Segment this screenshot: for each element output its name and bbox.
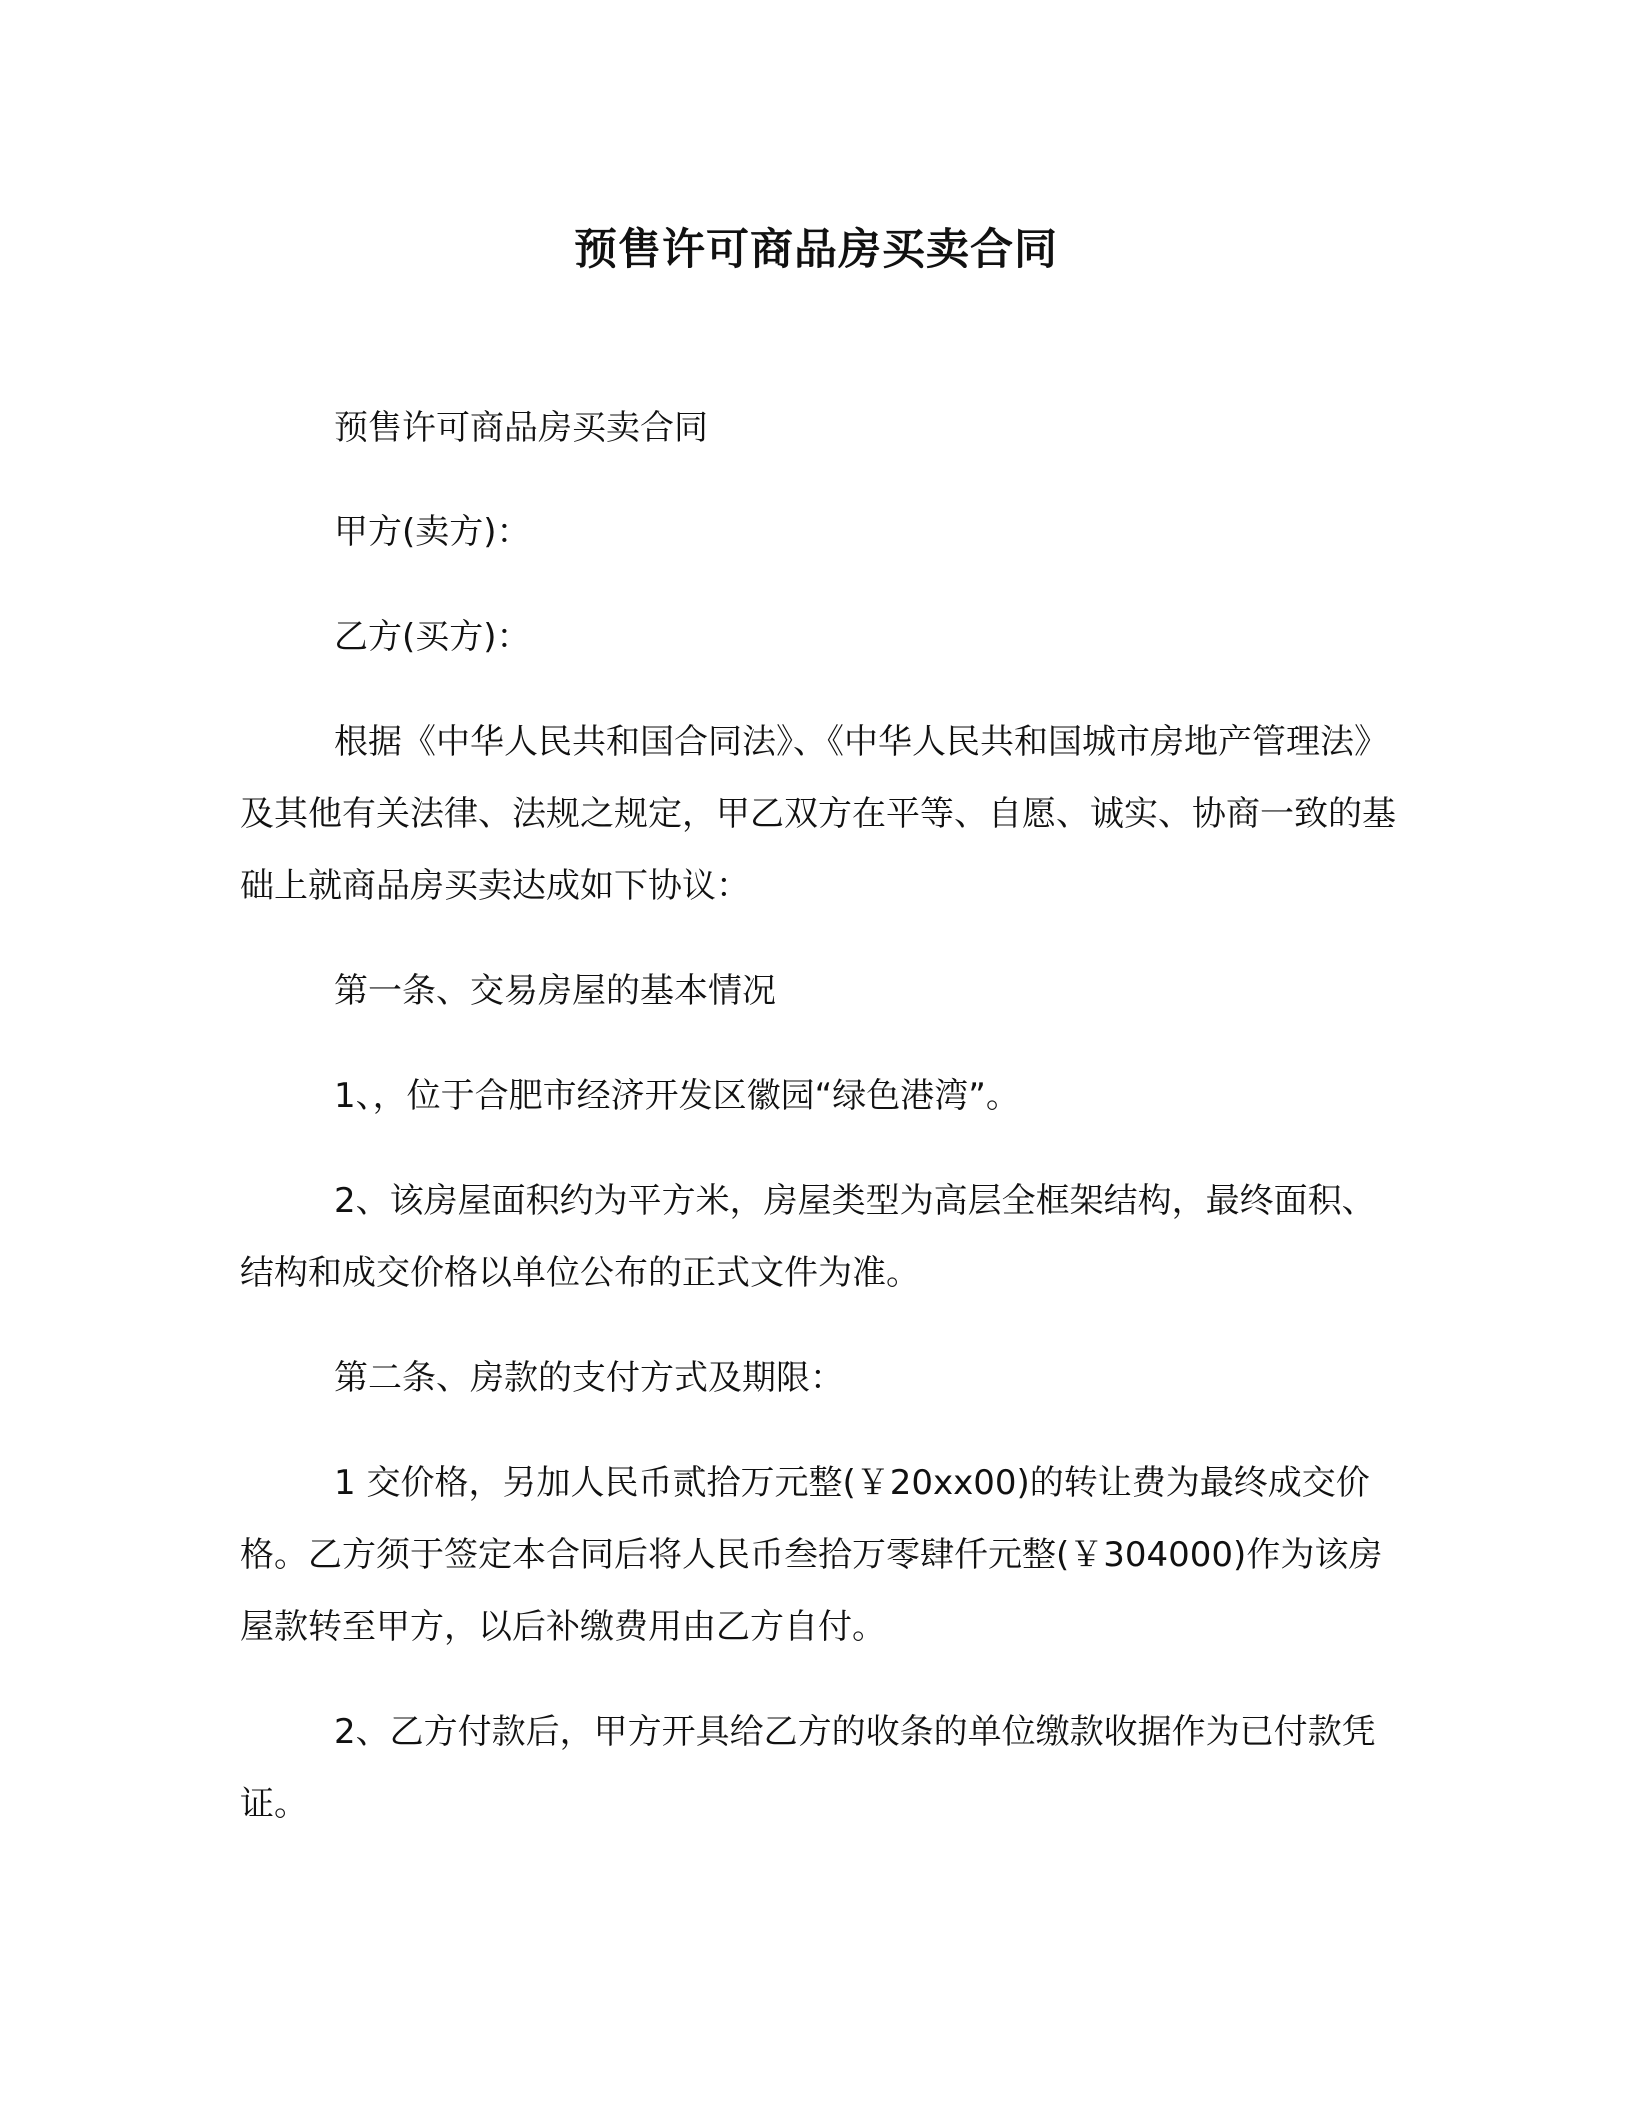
paragraph-article-2-item-1: 1 交价格，另加人民币贰拾万元整(￥20xx00)的转让费为最终成交价格。乙方须于签定本合同后将人民币叁拾万零肆仟元整(￥304000)作为该房屋款转至甲方，以后补缴费用由乙方自付。	[240, 1463, 1383, 1647]
paragraph-party-b: 乙方(买方)：	[334, 617, 531, 657]
paragraph-subtitle: 预售许可商品房买卖合同	[334, 408, 708, 448]
paragraph-article-2-item-2: 2、乙方付款后，甲方开具给乙方的收条的单位缴款收据作为已付款凭证。	[240, 1712, 1376, 1824]
paragraph-preamble: 根据《中华人民共和国合同法》、《中华人民共和国城市房地产管理法》及其他有关法律、法规之规定，甲乙双方在平等、自愿、诚实、协商一致的基础上就商品房买卖达成如下协议：	[240, 722, 1396, 906]
document-body	[240, 392, 1400, 1873]
paragraph-party-a: 甲方(卖方)：	[334, 512, 531, 552]
document-title: 预售许可商品房买卖合同	[574, 225, 1058, 275]
paragraph-article-1-item-1: 1、，位于合肥市经济开发区徽园“绿色港湾”。	[334, 1076, 1020, 1116]
paragraph-article-2-heading: 第二条、房款的支付方式及期限：	[334, 1358, 844, 1398]
paragraph-article-1-item-2: 2、该房屋面积约为平方米，房屋类型为高层全框架结构，最终面积、结构和成交价格以单位公布的正式文件为准。	[240, 1181, 1376, 1293]
paragraph-article-1-heading: 第一条、交易房屋的基本情况	[334, 971, 776, 1011]
